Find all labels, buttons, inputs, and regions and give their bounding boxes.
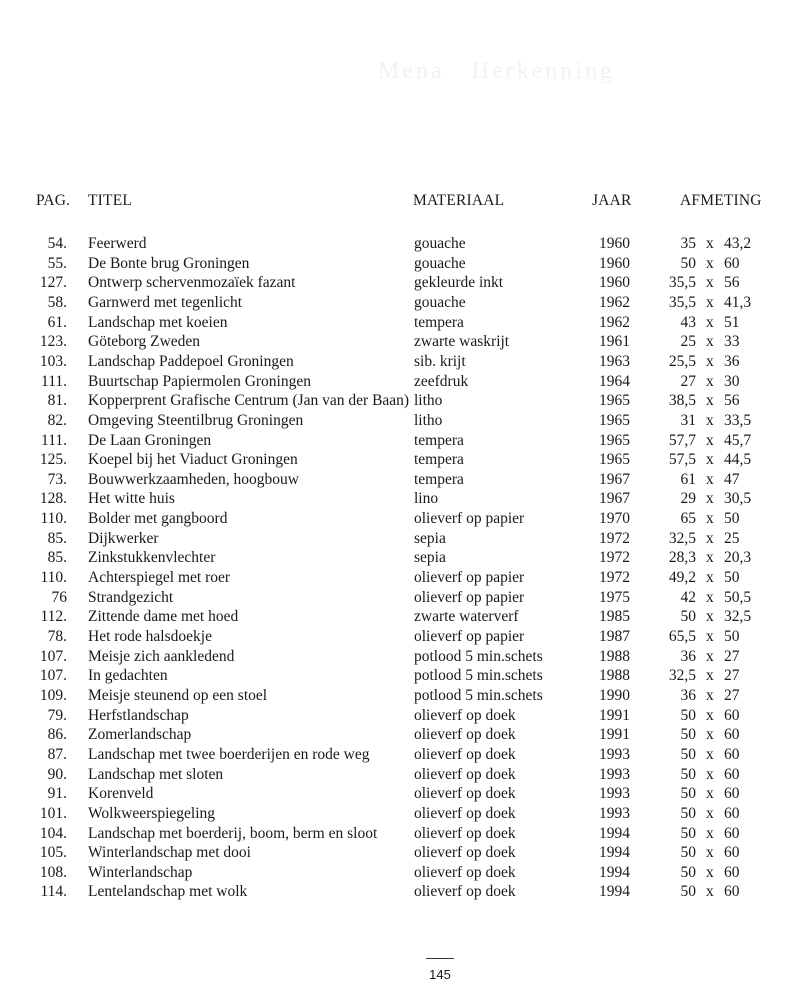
cell-pag: 58.	[47, 293, 67, 311]
cell-materiaal: tempera	[414, 313, 464, 331]
cell-materiaal: olieverf op doek	[414, 863, 516, 881]
cell-jaar: 1990	[599, 686, 630, 704]
cell-afmeting-breedte: 50	[680, 804, 696, 822]
cell-titel: Zinkstukkenvlechter	[88, 549, 216, 567]
cell-titel: Achterspiegel met roer	[88, 569, 231, 587]
cell-titel: Bouwwerkzaamheden, hoogbouw	[88, 470, 299, 488]
cell-afmeting-x: x	[706, 392, 714, 410]
cell-materiaal: olieverf op doek	[414, 804, 516, 822]
cell-materiaal: litho	[414, 411, 443, 429]
cell-jaar: 1965	[599, 431, 630, 449]
cell-titel: Wolkweerspiegeling	[88, 804, 216, 822]
cell-titel: Landschap met sloten	[88, 765, 224, 783]
table-row	[0, 313, 810, 333]
cell-jaar: 1967	[599, 490, 630, 508]
cell-afmeting-hoogte: 41,3	[724, 293, 752, 311]
cell-pag: 78.	[47, 628, 67, 645]
cell-afmeting-x: x	[706, 372, 714, 390]
cell-jaar: 1991	[599, 706, 630, 724]
cell-afmeting-x: x	[706, 254, 714, 272]
cell-afmeting-x: x	[706, 745, 714, 763]
cell-afmeting-x: x	[706, 451, 714, 469]
cell-afmeting-hoogte: 60	[724, 785, 740, 803]
table-row	[0, 882, 810, 902]
cell-afmeting-breedte: 28,3	[668, 549, 696, 567]
cell-materiaal: sepia	[414, 529, 446, 547]
cell-titel: Kopperprent Grafische Centrum (Jan van der Baan)	[88, 392, 410, 410]
table-row	[0, 529, 810, 549]
cell-afmeting-x: x	[706, 569, 714, 587]
cell-afmeting-hoogte: 20,3	[724, 549, 752, 567]
cell-afmeting-hoogte: 50	[724, 628, 740, 645]
cell-afmeting-x: x	[706, 313, 714, 331]
cell-afmeting-breedte: 25	[680, 333, 696, 351]
cell-afmeting-x: x	[706, 490, 714, 508]
cell-jaar: 1962	[599, 293, 630, 311]
cell-afmeting-hoogte: 33	[724, 333, 740, 351]
cell-materiaal: olieverf op doek	[414, 765, 516, 783]
cell-materiaal: olieverf op doek	[414, 706, 516, 724]
cell-afmeting-breedte: 57,7	[668, 431, 696, 449]
cell-titel: Winterlandschap met dooi	[88, 844, 251, 862]
cell-jaar: 1993	[599, 804, 630, 822]
cell-afmeting-hoogte: 47	[724, 470, 740, 488]
cell-afmeting-hoogte: 44,5	[724, 451, 752, 469]
cell-materiaal: tempera	[414, 470, 464, 488]
cell-jaar: 1987	[599, 628, 630, 645]
cell-materiaal: zwarte waterverf	[414, 608, 519, 626]
header-titel: TITEL	[88, 192, 133, 209]
cell-materiaal: zeefdruk	[414, 372, 469, 390]
cell-afmeting-x: x	[706, 608, 714, 626]
cell-materiaal: tempera	[414, 451, 464, 469]
cell-afmeting-x: x	[706, 765, 714, 783]
table-row	[0, 254, 810, 274]
cell-afmeting-breedte: 27	[680, 372, 696, 390]
cell-jaar: 1988	[599, 667, 630, 685]
cell-afmeting-breedte: 50	[680, 883, 696, 901]
cell-afmeting-breedte: 50	[680, 745, 696, 763]
table-row	[0, 273, 810, 293]
table-row	[0, 863, 810, 883]
cell-afmeting-breedte: 50	[680, 863, 696, 881]
cell-titel: Landschap Paddepoel Groningen	[88, 352, 294, 370]
cell-afmeting-breedte: 50	[680, 254, 696, 272]
cell-titel: In gedachten	[88, 667, 168, 685]
cell-afmeting-hoogte: 36	[724, 352, 740, 370]
cell-afmeting-hoogte: 60	[724, 726, 740, 744]
cell-afmeting-breedte: 49,2	[668, 569, 696, 587]
cell-titel: Landschap met twee boerderijen en rode weg	[88, 745, 370, 763]
cell-afmeting-x: x	[706, 510, 714, 528]
cell-materiaal: olieverf op papier	[414, 628, 525, 645]
cell-pag: 110.	[40, 510, 67, 528]
cell-pag: 86.	[47, 726, 67, 744]
table-row	[0, 372, 810, 392]
cell-titel: De Bonte brug Groningen	[88, 254, 250, 272]
table-row	[0, 824, 810, 844]
cell-afmeting-breedte: 65	[680, 510, 696, 528]
cell-pag: 90.	[47, 765, 67, 783]
cell-afmeting-breedte: 35	[680, 235, 696, 252]
cell-pag: 107.	[39, 647, 67, 665]
cell-jaar: 1970	[599, 510, 630, 528]
cell-jaar: 1993	[599, 785, 630, 803]
cell-materiaal: olieverf op doek	[414, 883, 516, 901]
cell-materiaal: olieverf op doek	[414, 844, 516, 862]
cell-titel: Strandgezicht	[88, 588, 174, 606]
page-number: 145	[429, 967, 451, 982]
cell-afmeting-breedte: 31	[680, 411, 696, 429]
cell-afmeting-x: x	[706, 529, 714, 547]
table-row	[0, 391, 810, 411]
cell-afmeting-breedte: 42	[680, 588, 696, 606]
cell-afmeting-hoogte: 51	[724, 313, 740, 331]
header-afmeting: AFMETING	[680, 192, 762, 209]
cell-materiaal: potlood 5 min.schets	[414, 647, 543, 665]
table-row	[0, 745, 810, 765]
cell-materiaal: olieverf op doek	[414, 785, 516, 803]
cell-afmeting-hoogte: 25	[724, 529, 740, 547]
table-row	[0, 804, 810, 824]
cell-pag: 109.	[39, 686, 67, 704]
cell-materiaal: olieverf op papier	[414, 510, 525, 528]
cell-jaar: 1994	[599, 844, 630, 862]
cell-materiaal: olieverf op doek	[414, 726, 516, 744]
cell-afmeting-breedte: 32,5	[668, 667, 696, 685]
cell-titel: Dijkwerker	[88, 529, 159, 547]
cell-jaar: 1962	[599, 313, 630, 331]
cell-afmeting-breedte: 38,5	[668, 392, 696, 410]
cell-afmeting-hoogte: 60	[724, 844, 740, 862]
table-row	[0, 352, 810, 372]
cell-titel: Buurtschap Papiermolen Groningen	[88, 372, 311, 390]
cell-titel: Het witte huis	[88, 490, 175, 508]
cell-afmeting-breedte: 25,5	[668, 352, 696, 370]
cell-afmeting-hoogte: 60	[724, 765, 740, 783]
cell-afmeting-hoogte: 50	[724, 569, 740, 587]
cell-titel: Omgeving Steentilbrug Groningen	[88, 411, 304, 429]
cell-afmeting-x: x	[706, 293, 714, 311]
cell-afmeting-x: x	[706, 863, 714, 881]
cell-jaar: 1965	[599, 411, 630, 429]
cell-titel: Winterlandschap	[88, 863, 193, 881]
cell-afmeting-x: x	[706, 667, 714, 685]
cell-afmeting-x: x	[706, 274, 714, 292]
cell-afmeting-breedte: 50	[680, 765, 696, 783]
cell-afmeting-x: x	[706, 588, 714, 606]
cell-afmeting-x: x	[706, 844, 714, 862]
cell-jaar: 1960	[599, 254, 630, 272]
table-row	[0, 765, 810, 785]
cell-afmeting-breedte: 50	[680, 824, 696, 842]
cell-materiaal: tempera	[414, 431, 464, 449]
table-row	[0, 686, 810, 706]
cell-jaar: 1960	[599, 274, 630, 292]
cell-materiaal: potlood 5 min.schets	[414, 667, 543, 685]
cell-afmeting-x: x	[706, 352, 714, 370]
cell-afmeting-hoogte: 33,5	[724, 411, 752, 429]
cell-afmeting-x: x	[706, 470, 714, 488]
cell-afmeting-breedte: 50	[680, 706, 696, 724]
cell-afmeting-x: x	[706, 411, 714, 429]
cell-pag: 107.	[39, 667, 67, 685]
table-row	[0, 411, 810, 431]
cell-afmeting-hoogte: 56	[724, 392, 740, 410]
cell-afmeting-x: x	[706, 686, 714, 704]
table-row	[0, 293, 810, 313]
cell-pag: 111.	[41, 431, 67, 449]
cell-afmeting-breedte: 43	[680, 313, 696, 331]
cell-titel: Bolder met gangboord	[88, 510, 228, 528]
cell-afmeting-breedte: 57,5	[668, 451, 696, 469]
cell-afmeting-breedte: 32,5	[668, 529, 696, 547]
cell-pag: 128.	[39, 490, 67, 508]
cell-titel: Zittende dame met hoed	[88, 608, 239, 626]
table-row	[0, 725, 810, 745]
cell-jaar: 1994	[599, 824, 630, 842]
cell-afmeting-hoogte: 27	[724, 647, 740, 665]
cell-jaar: 1967	[599, 470, 630, 488]
table-row	[0, 548, 810, 568]
cell-afmeting-x: x	[706, 431, 714, 449]
table-row	[0, 450, 810, 470]
cell-jaar: 1985	[599, 608, 630, 626]
table-row	[0, 647, 810, 667]
cell-afmeting-breedte: 61	[680, 470, 696, 488]
cell-pag: 87.	[47, 745, 67, 763]
cell-jaar: 1972	[599, 549, 630, 567]
cell-afmeting-breedte: 36	[680, 686, 696, 704]
cell-afmeting-hoogte: 50	[724, 510, 740, 528]
cell-afmeting-hoogte: 60	[724, 863, 740, 881]
cell-materiaal: olieverf op doek	[414, 824, 516, 842]
cell-titel: Zomerlandschap	[88, 726, 192, 744]
cell-jaar: 1965	[599, 392, 630, 410]
cell-materiaal: gouache	[414, 235, 466, 252]
cell-titel: Feerwerd	[88, 235, 147, 252]
table-row	[0, 431, 810, 451]
cell-afmeting-hoogte: 43,2	[724, 235, 752, 252]
header-jaar: JAAR	[592, 192, 632, 209]
cell-materiaal: gekleurde inkt	[414, 274, 504, 292]
cell-afmeting-x: x	[706, 235, 714, 252]
cell-materiaal: sib. krijt	[414, 352, 466, 370]
header-materiaal: MATERIAAL	[413, 192, 505, 209]
cell-pag: 85.	[47, 529, 67, 547]
cell-pag: 125.	[39, 451, 67, 469]
cell-jaar: 1964	[599, 372, 630, 390]
cell-pag: 73.	[47, 470, 67, 488]
cell-pag: 91.	[47, 785, 67, 803]
cell-afmeting-hoogte: 27	[724, 667, 740, 685]
cell-afmeting-breedte: 50	[680, 844, 696, 862]
table-row	[0, 784, 810, 804]
cell-jaar: 1994	[599, 863, 630, 881]
cell-afmeting-hoogte: 60	[724, 883, 740, 901]
cell-afmeting-hoogte: 27	[724, 686, 740, 704]
table-row	[0, 509, 810, 529]
cell-jaar: 1988	[599, 647, 630, 665]
cell-jaar: 1972	[599, 529, 630, 547]
cell-pag: 114.	[40, 883, 67, 901]
cell-titel: Lentelandschap met wolk	[88, 883, 248, 901]
cell-pag: 110.	[40, 569, 67, 587]
cell-afmeting-breedte: 65,5	[668, 628, 696, 645]
cell-materiaal: zwarte waskrijt	[414, 333, 510, 351]
cell-titel: Landschap met koeien	[88, 313, 228, 331]
cell-afmeting-hoogte: 60	[724, 745, 740, 763]
cell-jaar: 1991	[599, 726, 630, 744]
cell-jaar: 1975	[599, 588, 630, 606]
cell-afmeting-breedte: 35,5	[668, 274, 696, 292]
cell-afmeting-hoogte: 60	[724, 254, 740, 272]
cell-pag: 127.	[39, 274, 67, 292]
cell-afmeting-hoogte: 45,7	[724, 431, 752, 449]
faint-bleedthrough-text: Mena Herkenning	[378, 58, 615, 84]
cell-afmeting-breedte: 29	[680, 490, 696, 508]
cell-afmeting-x: x	[706, 785, 714, 803]
cell-afmeting-x: x	[706, 804, 714, 822]
cell-titel: De Laan Groningen	[88, 431, 212, 449]
cell-materiaal: gouache	[414, 293, 466, 311]
cell-afmeting-hoogte: 60	[724, 824, 740, 842]
cell-pag: 123.	[39, 333, 67, 351]
cell-titel: Garnwerd met tegenlicht	[88, 293, 243, 311]
table-row	[0, 489, 810, 509]
cell-pag: 111.	[41, 372, 67, 390]
cell-afmeting-breedte: 50	[680, 726, 696, 744]
cell-afmeting-hoogte: 60	[724, 706, 740, 724]
table-row	[0, 234, 810, 254]
cell-jaar: 1972	[599, 569, 630, 587]
cell-titel: Meisje zich aankledend	[88, 647, 235, 665]
cell-titel: Göteborg Zweden	[88, 333, 201, 351]
cell-pag: 76	[51, 588, 67, 606]
table-row	[0, 666, 810, 686]
cell-titel: Ontwerp schervenmozaïek fazant	[88, 274, 296, 292]
cell-afmeting-x: x	[706, 706, 714, 724]
cell-pag: 81.	[47, 392, 67, 410]
cell-titel: Het rode halsdoekje	[88, 628, 212, 645]
table-row	[0, 843, 810, 863]
cell-afmeting-hoogte: 30	[724, 372, 740, 390]
cell-afmeting-hoogte: 56	[724, 274, 740, 292]
table-row	[0, 470, 810, 490]
cell-afmeting-x: x	[706, 628, 714, 645]
cell-afmeting-x: x	[706, 726, 714, 744]
cell-pag: 54.	[47, 235, 67, 252]
cell-pag: 103.	[39, 352, 67, 370]
cell-pag: 85.	[47, 549, 67, 567]
cell-jaar: 1965	[599, 451, 630, 469]
cell-jaar: 1993	[599, 765, 630, 783]
cell-materiaal: litho	[414, 392, 443, 410]
cell-afmeting-x: x	[706, 647, 714, 665]
cell-jaar: 1961	[599, 333, 630, 351]
cell-titel: Korenveld	[88, 785, 154, 803]
cell-pag: 104.	[39, 824, 67, 842]
cell-jaar: 1963	[599, 352, 630, 370]
cell-afmeting-breedte: 50	[680, 608, 696, 626]
cell-materiaal: sepia	[414, 549, 446, 567]
cell-materiaal: olieverf op doek	[414, 745, 516, 763]
cell-pag: 112.	[40, 608, 67, 626]
cell-afmeting-x: x	[706, 883, 714, 901]
table-row	[0, 332, 810, 352]
cell-titel: Herfstlandschap	[88, 706, 189, 724]
table-row	[0, 627, 810, 647]
cell-afmeting-x: x	[706, 549, 714, 567]
cell-materiaal: gouache	[414, 254, 466, 272]
cell-jaar: 1960	[599, 235, 630, 252]
cell-afmeting-x: x	[706, 824, 714, 842]
cell-pag: 61.	[47, 313, 67, 331]
cell-jaar: 1994	[599, 883, 630, 901]
table-row	[0, 706, 810, 726]
cell-afmeting-hoogte: 60	[724, 804, 740, 822]
cell-titel: Meisje steunend op een stoel	[88, 686, 268, 704]
cell-materiaal: potlood 5 min.schets	[414, 686, 543, 704]
cell-afmeting-hoogte: 32,5	[724, 608, 752, 626]
table-row	[0, 588, 810, 608]
cell-pag: 101.	[39, 804, 67, 822]
footer-rule	[426, 958, 454, 959]
table-row	[0, 607, 810, 627]
cell-materiaal: olieverf op papier	[414, 588, 525, 606]
cell-afmeting-hoogte: 30,5	[724, 490, 752, 508]
cell-titel: Koepel bij het Viaduct Groningen	[88, 451, 298, 469]
cell-titel: Landschap met boerderij, boom, berm en sloot	[88, 824, 378, 842]
cell-materiaal: olieverf op papier	[414, 569, 525, 587]
cell-afmeting-breedte: 36	[680, 647, 696, 665]
cell-pag: 108.	[39, 863, 67, 881]
cell-materiaal: lino	[414, 490, 439, 508]
cell-pag: 105.	[39, 844, 67, 862]
cell-afmeting-breedte: 50	[680, 785, 696, 803]
cell-afmeting-x: x	[706, 333, 714, 351]
cell-afmeting-hoogte: 50,5	[724, 588, 752, 606]
cell-pag: 55.	[47, 254, 67, 272]
table-row	[0, 568, 810, 588]
cell-pag: 82.	[47, 411, 67, 429]
header-pag: PAG.	[36, 192, 71, 209]
cell-jaar: 1993	[599, 745, 630, 763]
cell-pag: 79.	[47, 706, 67, 724]
cell-afmeting-breedte: 35,5	[668, 293, 696, 311]
